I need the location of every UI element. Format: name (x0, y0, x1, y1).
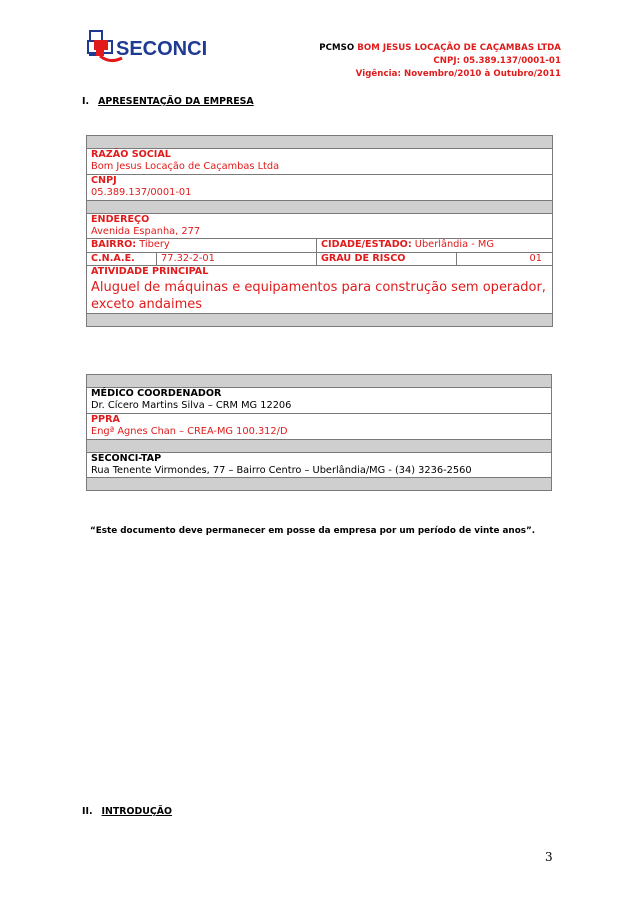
atividade-value: Aluguel de máquinas e equipamentos para construção sem operador, exceto andaimes (91, 279, 546, 312)
grau-label-cell (317, 252, 457, 265)
endereco-label: ENDEREÇO (91, 213, 150, 225)
endereco-value: Avenida Espanha, 277 (91, 226, 201, 238)
grau-risco-value: 01 (529, 252, 542, 264)
grau-risco-label: GRAU DE RISCO (321, 252, 406, 264)
gray-row (87, 200, 553, 213)
ppra-label: PPRA (91, 413, 120, 425)
bairro-value: Tibery (139, 239, 170, 251)
section-heading-introducao (82, 806, 172, 817)
cnae-value: 77.32-2-01 (161, 252, 215, 264)
atividade-cell (87, 266, 553, 313)
company-info-table (86, 135, 553, 327)
header-cnpj: CNPJ: 05.389.137/0001-01 (433, 56, 561, 66)
gray-row (87, 439, 552, 452)
company-name: BOM JESUS LOCAÇÃO DE CAÇAMBAS LTDA (357, 43, 561, 53)
bairro-cell (87, 239, 317, 252)
pcmso-label: PCMSO (319, 43, 355, 53)
seconci-label: SECONCI-TAP (91, 452, 162, 464)
atividade-label: ATIVIDADE PRINCIPAL (91, 266, 209, 278)
retention-notice: “Este documento deve permanecer em posse da empresa por um período de vinte anos”. (90, 526, 536, 536)
seconci-cell (87, 452, 552, 478)
cidade-label: CIDADE/ESTADO: (321, 239, 412, 251)
section-number: I. (82, 96, 90, 107)
section-heading-apresentacao (82, 96, 254, 107)
cnpj-label: CNPJ (91, 174, 117, 186)
gray-row (87, 375, 552, 388)
gray-row (87, 136, 553, 149)
section-number: II. (82, 806, 93, 817)
page-number: 3 (545, 850, 553, 864)
ppra-value: Engª Agnes Chan – CREA-MG 100.312/D (91, 426, 288, 438)
cidade-cell (317, 239, 553, 252)
gray-row (87, 313, 553, 326)
document-header (319, 42, 561, 81)
section-title: INTRODUÇÃO (101, 806, 172, 817)
bairro-label: BAIRRO: (91, 239, 137, 251)
gray-row (87, 478, 552, 491)
grau-value-cell (457, 252, 553, 265)
medico-label: MÉDICO COORDENADOR (91, 388, 222, 399)
ppra-cell (87, 413, 552, 439)
razao-social-label: RAZÃO SOCIAL (91, 149, 171, 160)
cidade-value: Uberlândia - MG (414, 239, 494, 251)
cnpj-cell (87, 174, 553, 200)
cnae-label: C.N.A.E. (91, 252, 135, 264)
seconci-value: Rua Tenente Virmondes, 77 – Bairro Centro – Uberlândia/MG - (34) 3236-2560 (91, 465, 472, 477)
header-vigencia: Vigência: Novembro/2010 à Outubro/2011 (355, 69, 561, 79)
responsaveis-table (86, 374, 552, 491)
seconci-logo-mark (86, 28, 218, 72)
razao-social-cell (87, 149, 553, 175)
cnae-value-cell (157, 252, 317, 265)
medico-value: Dr. Cícero Martins Silva – CRM MG 12206 (91, 400, 292, 412)
seconci-logo-text: SECONCI (116, 38, 208, 60)
section-title: APRESENTAÇÃO DA EMPRESA (98, 96, 254, 107)
cnae-label-cell (87, 252, 157, 265)
medico-cell (87, 388, 552, 414)
seconci-logo (86, 28, 218, 72)
razao-social-value: Bom Jesus Locação de Caçambas Ltda (91, 161, 280, 173)
endereco-cell (87, 213, 553, 239)
cnpj-value: 05.389.137/0001-01 (91, 187, 192, 199)
